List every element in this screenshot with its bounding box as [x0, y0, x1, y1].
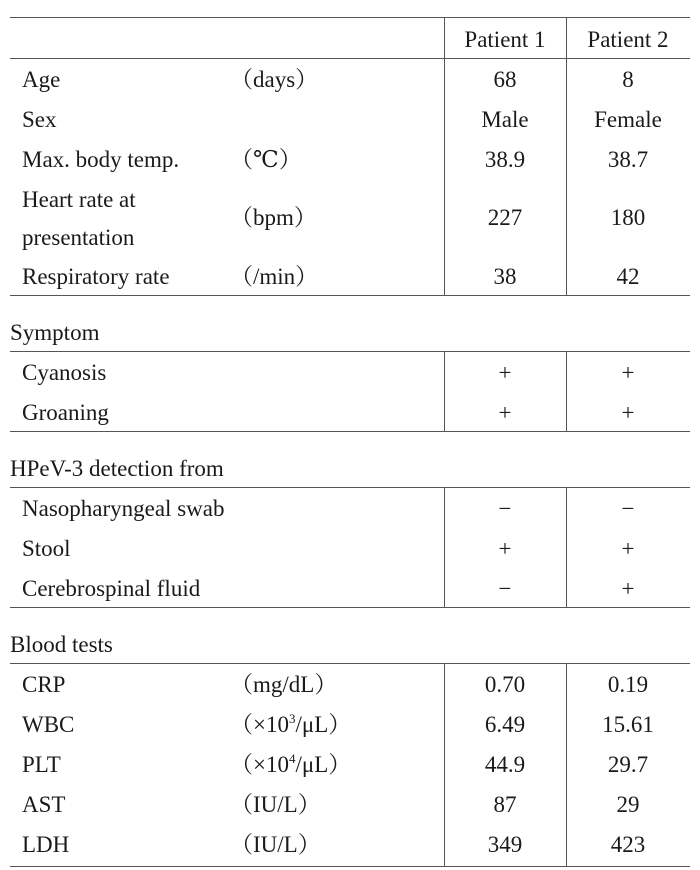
row-label-plt: PLT [22, 752, 61, 777]
value-temp-p2: 38.7 [607, 147, 649, 172]
value-stool-p2: + [621, 536, 635, 561]
value-swab-p1: − [498, 496, 512, 521]
row-unit-max-body-temp: （℃） [230, 147, 302, 172]
row-unit-respiratory-rate: （/min） [230, 264, 319, 289]
rule-top [10, 17, 690, 18]
value-groaning-p1: + [498, 400, 512, 425]
value-ldh-p1: 349 [487, 832, 523, 857]
value-plt-p1: 44.9 [484, 752, 526, 777]
row-label-heart-rate-line1: Heart rate at [22, 187, 136, 212]
section-title-detection: HPeV-3 detection from [10, 456, 224, 481]
value-sex-p2: Female [594, 107, 662, 132]
rule-symptom-title [10, 351, 690, 352]
value-cyanosis-p2: + [621, 360, 635, 385]
unit-prefix: （×10 [230, 752, 289, 777]
rule-demographics-end [10, 295, 690, 296]
row-unit-crp: （mg/dL） [230, 672, 338, 697]
rule-detection-title [10, 487, 690, 488]
value-wbc-p2: 15.61 [602, 712, 654, 737]
unit-suffix: /μL） [295, 712, 352, 737]
row-unit-ldh: （IU/L） [230, 832, 321, 857]
value-age-p2: 8 [622, 67, 634, 92]
col-divider-mid [566, 17, 567, 295]
value-temp-p1: 38.9 [484, 147, 526, 172]
value-crp-p1: 0.70 [484, 672, 526, 697]
row-label-wbc: WBC [22, 712, 75, 737]
value-resp-p2: 42 [616, 264, 640, 289]
section-title-symptom: Symptom [10, 320, 100, 345]
row-label-age: Age [22, 67, 61, 92]
value-ast-p2: 29 [616, 792, 640, 817]
rule-bottom [10, 866, 690, 867]
row-label-stool: Stool [22, 536, 71, 561]
row-label-nasopharyngeal-swab: Nasopharyngeal swab [22, 496, 225, 521]
row-label-cyanosis: Cyanosis [22, 360, 107, 385]
value-plt-p2: 29.7 [607, 752, 649, 777]
row-unit-ast: （IU/L） [230, 792, 321, 817]
row-unit-age: （days） [230, 67, 319, 92]
header-patient-2: Patient 2 [587, 27, 669, 52]
row-label-groaning: Groaning [22, 400, 109, 425]
row-label-heart-rate-line2: presentation [22, 225, 135, 250]
value-heart-rate-p1: 227 [487, 205, 523, 230]
row-label-crp: CRP [22, 672, 66, 697]
row-label-cerebrospinal-fluid: Cerebrospinal fluid [22, 576, 201, 601]
value-resp-p1: 38 [493, 264, 517, 289]
section-title-blood-tests: Blood tests [10, 632, 113, 657]
value-swab-p2: − [621, 496, 635, 521]
unit-exponent: 3 [288, 711, 296, 726]
col-divider-mid [566, 487, 567, 607]
rule-detection-end [10, 607, 690, 608]
row-unit-wbc [230, 712, 351, 738]
row-label-sex: Sex [22, 107, 57, 132]
row-label-respiratory-rate: Respiratory rate [22, 264, 170, 289]
rule-symptom-end [10, 431, 690, 432]
value-crp-p2: 0.19 [607, 672, 649, 697]
value-sex-p1: Male [481, 107, 529, 132]
unit-exponent: 4 [288, 751, 296, 766]
col-divider-mid [566, 351, 567, 431]
row-label-ast: AST [22, 792, 66, 817]
value-csf-p2: + [621, 576, 635, 601]
value-csf-p1: − [498, 576, 512, 601]
row-label-max-body-temp: Max. body temp. [22, 147, 180, 172]
value-age-p1: 68 [493, 67, 517, 92]
rule-header [10, 58, 690, 59]
value-groaning-p2: + [621, 400, 635, 425]
header-patient-1: Patient 1 [464, 27, 546, 52]
value-ast-p1: 87 [493, 792, 517, 817]
value-cyanosis-p1: + [498, 360, 512, 385]
row-unit-heart-rate: （bpm） [230, 205, 317, 230]
unit-suffix: /μL） [295, 752, 352, 777]
unit-prefix: （×10 [230, 712, 289, 737]
value-wbc-p1: 6.49 [484, 712, 526, 737]
value-ldh-p2: 423 [610, 832, 646, 857]
value-heart-rate-p2: 180 [610, 205, 646, 230]
row-unit-plt [230, 752, 351, 778]
value-stool-p1: + [498, 536, 512, 561]
rule-blood-title [10, 663, 690, 664]
row-label-ldh: LDH [22, 832, 70, 857]
col-divider-mid [566, 663, 567, 866]
